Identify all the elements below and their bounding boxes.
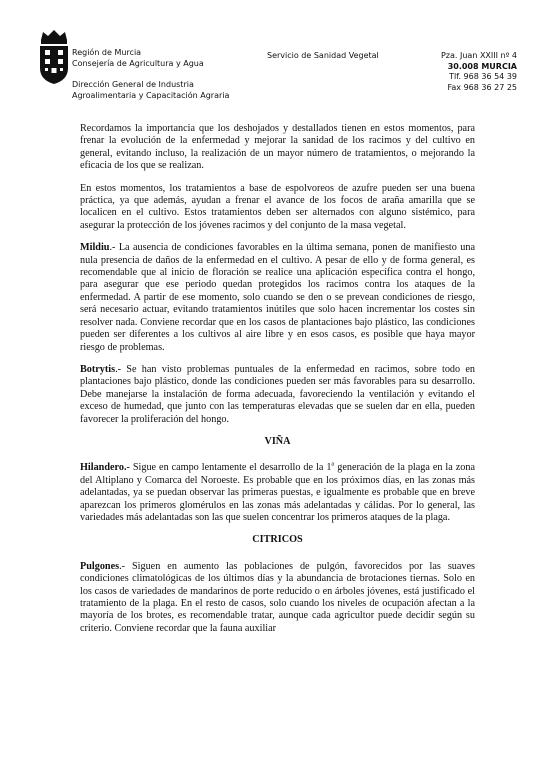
- address-city: 30.008 MURCIA: [447, 61, 517, 71]
- directorate-line-2: Agroalimentaria y Capacitación Agraria: [72, 90, 230, 100]
- paragraph-botrytis: [80, 364, 475, 426]
- mildiu-heading: Mildiu: [80, 242, 110, 254]
- paragraph-azufre: En estos momentos, los tratamientos a base de espolvoreos de azufre pueden ser una buena práctica, ya que además, ayudan a frenar el avance de los focos de araña amarilla que se localicen en el cultivo. Estos tratamientos deben ser alternados con alguno sistémico, para asegurar la protección de los jóvenes racimos y del conjunto de la masa vegetal.: [80, 182, 475, 231]
- paragraph-mildiu: [80, 242, 475, 354]
- paragraph-pulgones: [80, 561, 475, 635]
- phone-number: Tlf. 968 36 54 39: [449, 72, 517, 81]
- directorate-line-1: Dirección General de Industria: [72, 80, 194, 89]
- service-name: Servicio de Sanidad Vegetal: [267, 51, 379, 60]
- region-name: Región de Murcia: [72, 48, 142, 57]
- header-organization: [72, 48, 204, 69]
- address-street: Pza. Juan XXIII nº 4: [440, 51, 517, 60]
- paragraph-hilandero: [80, 462, 475, 524]
- header-directorate: [72, 80, 229, 101]
- pulgones-text: .- Siguen en aumento las poblaciones de pulgón, favorecidos por las suaves condiciones climatológicas de los últimos días y la abundancia de brotaciones tiernas. Solo en los casos de variedades de mandarinos de porte reducido o en árboles jóvenes, está justificado el tratamiento de la plaga. En el resto de casos, solo cuando los niveles de ocupación afectan a la mayoría de los brotes, es recomendable tratar, aunque cada agricultor puede decidir según su criterio. Conviene recordar que la fauna auxiliar: [80, 560, 475, 634]
- murcia-coat-of-arms-logo: [37, 28, 71, 86]
- mildiu-text: .- La ausencia de condiciones favorables en la última semana, ponen de manifiesto una nula presencia de daños de la enfermedad en el cultivo. A pesar de ello y de forma general, es recomendable que al inicio de floración se realice una aplicación específica contra el hongo, para asegurar que ese periodo quedan protegidos los racimos contra los ataques de la enfermedad. A partir de ese momento, solo cuando se den o se prevean condiciones de riesgo, será necesario actuar, evitando tratamientos inútiles que solo hacen incrementar los costes sin resolver nada. Conviene recordar que en los casos de plantaciones bajo plástico, las condiciones pueden ser diferentes a los cultivos al aire libre y en esos casos, es posible que haya mayor riesgo de problemas.: [80, 242, 475, 353]
- header-contact: [441, 51, 517, 93]
- bulletin-body: [80, 123, 475, 645]
- botrytis-text: .- Se han visto problemas puntuales de la enfermedad en racimos, sobre todo en plantaciones bajo plástico, donde las condiciones pueden ser más favorables para su desarrollo. Debe manejarse la instalación de forma adecuada, favoreciendo la ventilación y evitando el exceso de humedad, que junto con las temperaturas elevadas que se suelen dar en ella, pueden favorecer la proliferación del hongo.: [80, 363, 475, 425]
- ordinal-superscript: a: [331, 460, 335, 468]
- pulgones-heading: Pulgones: [80, 560, 120, 572]
- section-title-vina: VIÑA: [264, 435, 291, 447]
- hilandero-text-2: generación de la plaga en la zona del Altiplano y Comarca del Noroeste. Es probable que en los próximos días, en las zonas más adelantadas, ya se puedan observar las primeras puestas, e igualmente es probable que en breve aparezcan los primeros glomérulos en las zonas más adelantadas y cálidas. Por lo general, las variedades más adelantadas son las que suelen concentrar los primeros ataques de la plaga.: [80, 462, 475, 523]
- department-name: Consejería de Agricultura y Agua: [72, 58, 204, 68]
- hilandero-text-1: Sigue en campo lentamente el desarrollo de la 1: [129, 462, 332, 474]
- botrytis-heading: Botrytis: [80, 363, 116, 375]
- hilandero-heading: Hilandero.-: [80, 462, 130, 474]
- section-title-citricos: CITRICOS: [252, 534, 303, 546]
- fax-number: Fax 968 36 27 25: [447, 82, 517, 92]
- paragraph-deshojados: Recordamos la importancia que los deshojados y destallados tienen en estos momentos, para frenar la evolución de la enfermedad y mejorar la sanidad de los racimos y del cultivo en general, evitando incluso, la realización de un mayor número de tratamientos, o mejorando la eficacia de los que se realizan.: [80, 123, 475, 172]
